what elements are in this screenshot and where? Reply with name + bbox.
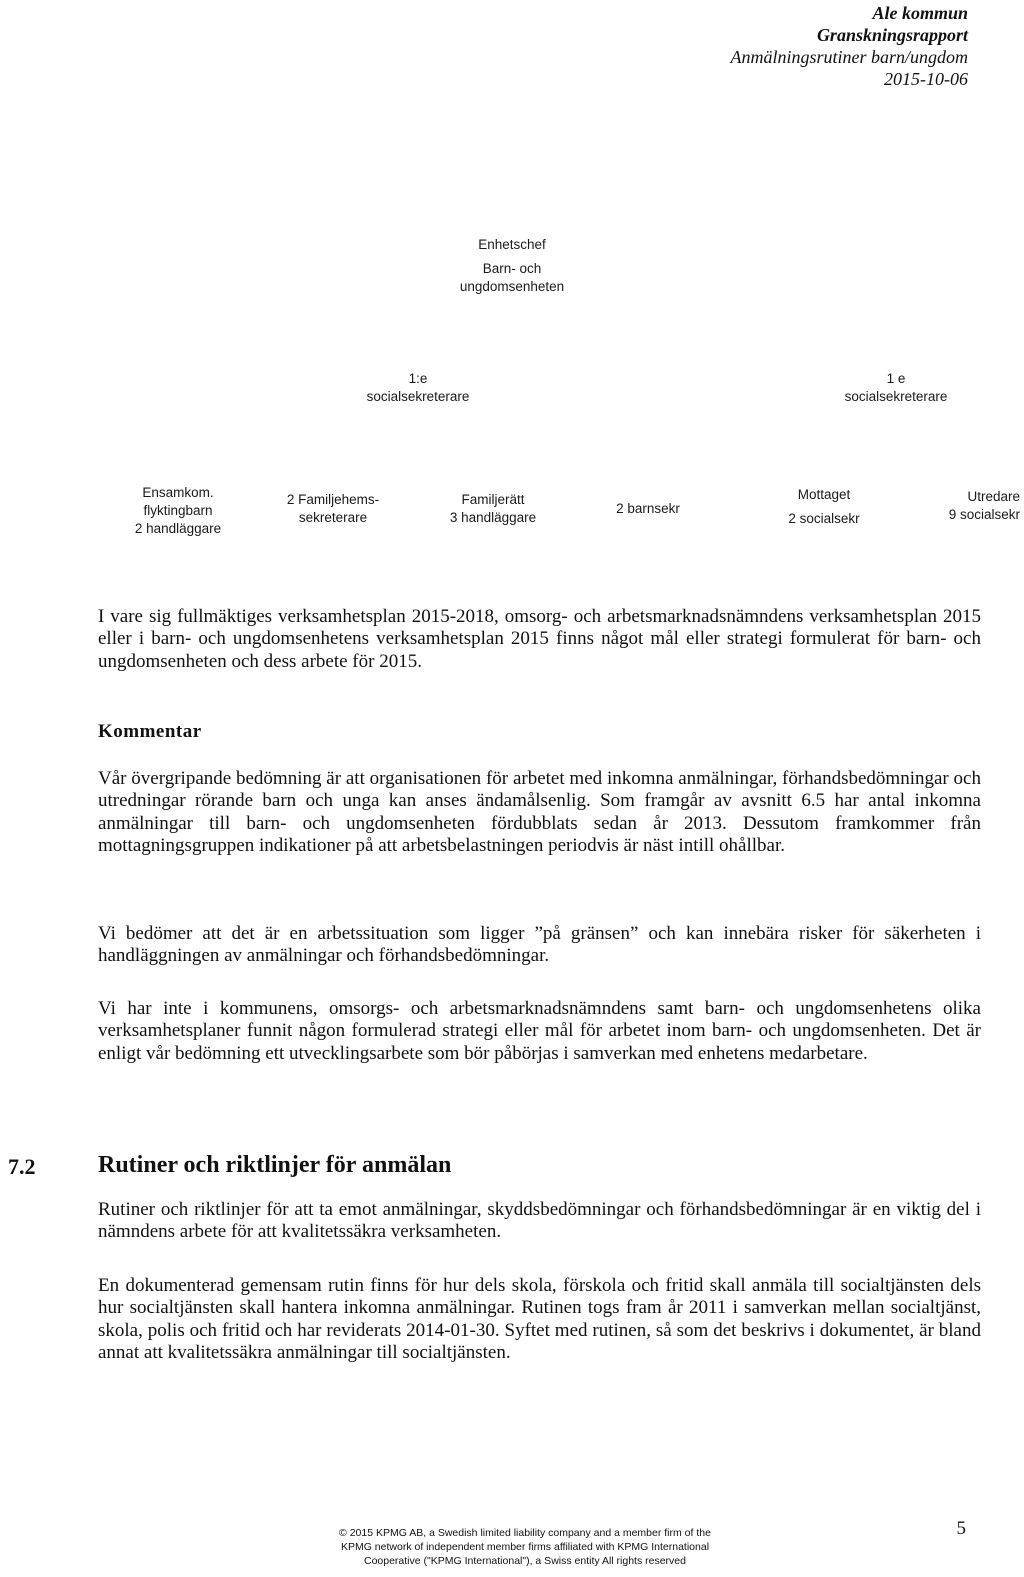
org-unit-mottaget-line2: 2 socialsekr bbox=[788, 511, 860, 526]
org-unit-barnsekr bbox=[603, 500, 693, 518]
section-text-2: En dokumenterad gemensam rutin finns för hur dels skola, förskola och fritid skall anmäla till socialtjänsten dels hur socialtjänsten skall hantera inkomna anmälningar. Rutinen togs fram år 2011 i samverkan mellan socialtjänst, skola, polis och fritid och har reviderats 2014-01-30. Syftet med rutinen, så som det beskrivs i dokumentet, är bland annat att kvalitetssäkra anmälningar till socialtjänsten. bbox=[98, 1275, 981, 1363]
org-chief-subtitle-2: ungdomsenheten bbox=[459, 279, 565, 294]
kommentar-paragraph-2 bbox=[98, 923, 981, 968]
page-number: 5 bbox=[956, 1518, 966, 1539]
kommentar-heading: Kommentar bbox=[98, 721, 202, 742]
header-report-type: Granskningsrapport bbox=[816, 25, 968, 45]
org-unit-barnsekr-line1: 2 barnsekr bbox=[616, 501, 680, 516]
org-unit-familjehem bbox=[268, 491, 398, 527]
org-chief-subtitle-1: Barn- och bbox=[482, 261, 542, 276]
org-unit-utredare bbox=[920, 488, 1020, 524]
header-report-title: Anmälningsrutiner barn/ungdom bbox=[730, 47, 968, 67]
org-chief-box bbox=[412, 236, 612, 296]
header-municipality: Ale kommun bbox=[872, 3, 968, 23]
org-supervisor-2 bbox=[796, 370, 996, 406]
page-footer bbox=[290, 1526, 760, 1568]
section-title: Rutiner och riktlinjer för anmälan bbox=[98, 1152, 452, 1178]
org-supervisor-2-line1: 1 e bbox=[886, 371, 906, 386]
kommentar-paragraph-3 bbox=[98, 998, 981, 1065]
header-date: 2015-10-06 bbox=[884, 69, 968, 89]
org-supervisor-1-line1: 1:e bbox=[408, 371, 428, 386]
org-unit-ensamkom-line2: flyktingbarn bbox=[143, 503, 213, 518]
kommentar-text-1: Vår övergripande bedömning är att organisationen för arbetet med inkomna anmälningar, förhandsbedömningar och utredningar rörande barn och unga kan anses ändamålsenlig. Som framgår av avsnitt 6.5 har antal inkomna anmälningar till barn- och ungdomsenheten fördubblats sedan år 2013. Dessutom framkommer från mottagningsgruppen indikationer på att arbetsbelastningen periodvis är näst intill ohållbar. bbox=[98, 768, 981, 856]
org-unit-mottaget bbox=[764, 486, 884, 528]
org-supervisor-1-line2: socialsekreterare bbox=[366, 389, 470, 404]
org-unit-ensamkom-line1: Ensamkom. bbox=[142, 485, 214, 500]
section-paragraph-1 bbox=[98, 1199, 981, 1244]
section-paragraph-2 bbox=[98, 1275, 981, 1364]
org-unit-mottaget-line1: Mottaget bbox=[797, 487, 851, 502]
kommentar-text-3: Vi har inte i kommunens, omsorgs- och arbetsmarknadsnämndens samt barn- och ungdomsenhetens olika verksamhetsplaner funnit någon formulerad strategi eller mål för arbetet inom barn- och ungdomsenheten. Det är enligt vår bedömning ett utvecklingsarbete som bör påbörjas i samverkan med enhetens medarbetare. bbox=[98, 998, 981, 1064]
intro-paragraph bbox=[98, 606, 981, 673]
org-unit-familjeratt-line2: 3 handläggare bbox=[449, 510, 537, 525]
footer-line-1: © 2015 KPMG AB, a Swedish limited liability company and a member firm of the bbox=[339, 1527, 711, 1539]
page-header bbox=[730, 2, 968, 90]
org-unit-familjehem-line2: sekreterare bbox=[298, 510, 368, 525]
intro-text: I vare sig fullmäktiges verksamhetsplan 2015-2018, omsorg- och arbetsmarknadsnämndens verksamhetsplan 2015 eller i barn- och ungdomsenhetens verksamhetsplan 2015 finns något mål eller strategi formulerat för barn- och ungdomsenheten och dess arbete för 2015. bbox=[98, 606, 981, 672]
org-unit-familjeratt-line1: Familjerätt bbox=[461, 492, 525, 507]
org-chief-title: Enhetschef bbox=[478, 237, 546, 252]
footer-line-2: KPMG network of independent member firms affiliated with KPMG International bbox=[340, 1541, 710, 1553]
org-unit-familjeratt bbox=[433, 491, 553, 527]
org-unit-utredare-line2: 9 socialsekr bbox=[948, 507, 1020, 522]
footer-line-3: Cooperative ("KPMG International"), a Swiss entity All rights reserved bbox=[363, 1555, 686, 1567]
section-text-1: Rutiner och riktlinjer för att ta emot anmälningar, skyddsbedömningar och förhandsbedömningar är en viktig del i nämndens arbete för att kvalitetssäkra verksamheten. bbox=[98, 1199, 981, 1243]
org-unit-ensamkom-line3: 2 handläggare bbox=[134, 521, 222, 536]
org-unit-ensamkom bbox=[118, 484, 238, 538]
org-unit-utredare-line1: Utredare bbox=[967, 489, 1020, 504]
org-supervisor-1 bbox=[318, 370, 518, 406]
org-supervisor-2-line2: socialsekreterare bbox=[844, 389, 948, 404]
org-unit-familjehem-line1: 2 Familjehems- bbox=[286, 492, 380, 507]
kommentar-paragraph-1 bbox=[98, 768, 981, 857]
section-number: 7.2 bbox=[8, 1154, 36, 1179]
kommentar-text-2: Vi bedömer att det är en arbetssituation som ligger ”på gränsen” och kan innebära risker för säkerheten i handläggningen av anmälningar och förhandsbedömningar. bbox=[98, 923, 981, 967]
